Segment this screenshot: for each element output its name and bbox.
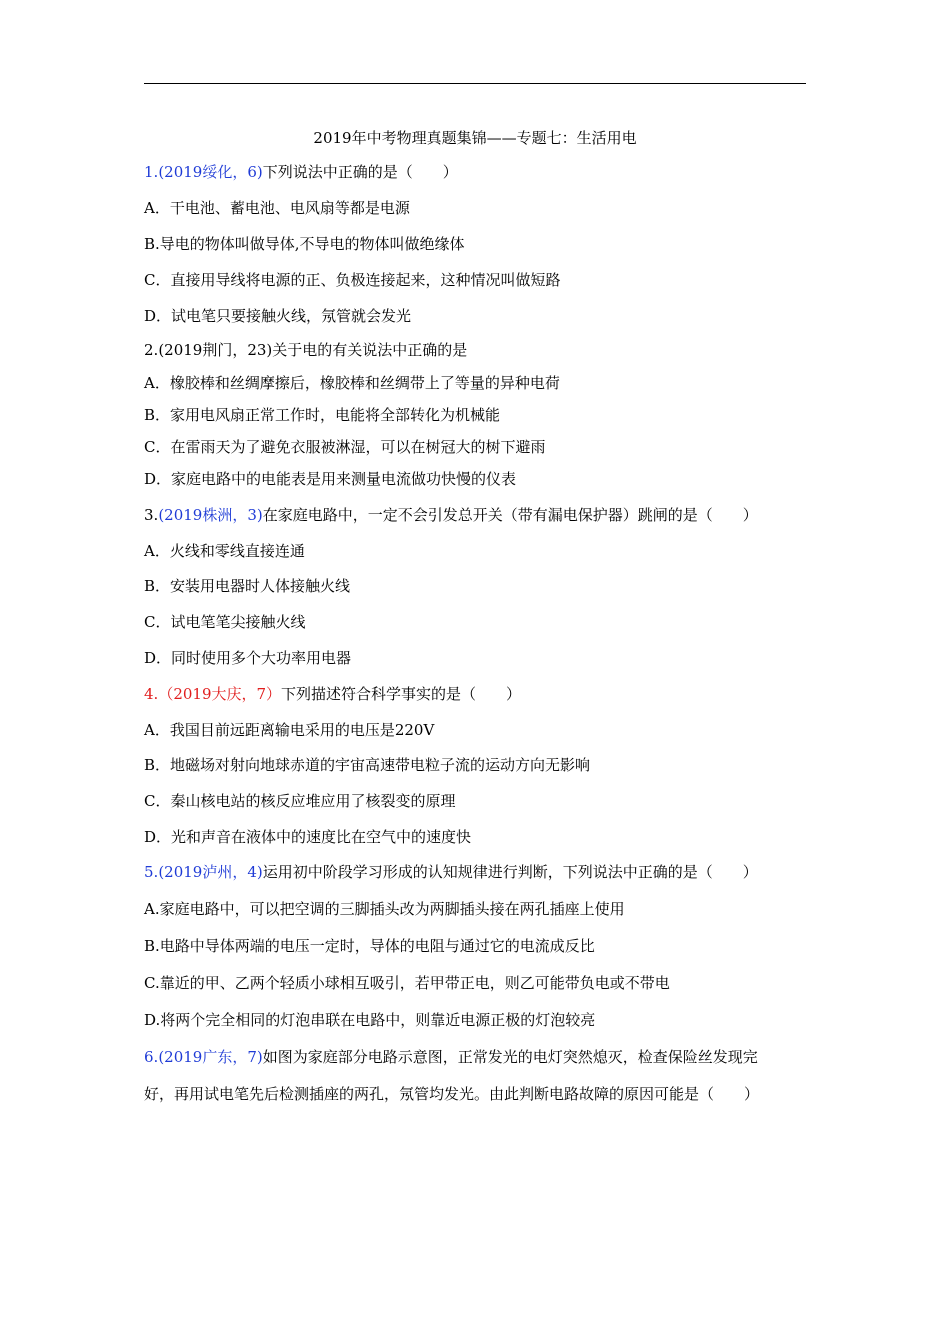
question-6-stem-line [144,1045,814,1069]
question-1-option-a: A．干电池、蓄电池、电风扇等都是电源 [144,199,410,217]
question-stem: 下列说法中正确的是（ ） [262,163,458,181]
question-5-option-b: B.电路中导体两端的电压一定时，导体的电阻与通过它的电流成反比 [144,937,595,955]
question-2-option-d: D．家庭电路中的电能表是用来测量电流做功快慢的仪表 [144,470,517,488]
question-4-stem-line [144,682,814,706]
question-stem: 如图为家庭部分电路示意图，正常发光的电灯突然熄灭，检查保险丝发现完 [262,1048,758,1066]
question-2-option-b: B．家用电风扇正常工作时，电能将全部转化为机械能 [144,406,501,424]
question-2-option-a: A．橡胶棒和丝绸摩擦后，橡胶棒和丝绸带上了等量的异种电荷 [144,374,560,392]
question-1-stem-line [144,160,814,184]
question-4-option-d: D．光和声音在液体中的速度比在空气中的速度快 [144,828,472,846]
question-stem: 下列描述符合科学事实的是（ ） [281,685,522,703]
question-number: 1. [144,163,159,181]
question-number: 3. [144,506,159,524]
question-source: （2019大庆，7） [158,685,282,703]
question-1-option-b: B.导电的物体叫做导体,不导电的物体叫做绝缘体 [144,235,465,253]
question-stem: 运用初中阶段学习形成的认知规律进行判断，下列说法中正确的是（ ） [262,863,758,881]
question-3-option-a: A．火线和零线直接连通 [144,542,305,560]
question-5-stem-line [144,860,814,884]
question-3-stem-line [144,503,814,527]
question-source: (2019荆门，23) [158,341,273,359]
document-title: 2019年中考物理真题集锦——专题七：生活用电 [313,129,637,147]
question-stem: 关于电的有关说法中正确的是 [272,341,468,359]
question-5-option-c: C.靠近的甲、乙两个轻质小球相互吸引，若甲带正电，则乙可能带负电或不带电 [144,974,670,992]
question-4-option-b: B．地磁场对射向地球赤道的宇宙高速带电粒子流的运动方向无影响 [144,756,591,774]
question-5-option-d: D.将两个完全相同的灯泡串联在电路中，则靠近电源正极的灯泡较亮 [144,1011,596,1029]
question-4-option-a: A．我国目前远距离输电采用的电压是220V [144,721,435,739]
question-source: (2019绥化，6) [158,163,263,181]
question-stem: 在家庭电路中，一定不会引发总开关（带有漏电保护器）跳闸的是（ ） [262,506,758,524]
question-2-option-c: C．在雷雨天为了避免衣服被淋湿，可以在树冠大的树下避雨 [144,438,546,456]
question-number: 5. [144,863,159,881]
question-number: 6. [144,1048,159,1066]
question-3-option-c: C．试电笔笔尖接触火线 [144,613,306,631]
question-3-option-d: D．同时使用多个大功率用电器 [144,649,352,667]
question-2-stem-line [144,338,814,362]
question-6-stem-continuation: 好，再用试电笔先后检测插座的两孔，氖管均发光。由此判断电路故障的原因可能是（ ） [144,1085,760,1103]
question-source: (2019泸州，4) [158,863,263,881]
question-3-option-b: B．安装用电器时人体接触火线 [144,577,351,595]
question-number: 2. [144,341,159,359]
question-number: 4. [144,685,159,703]
header-rule [144,83,806,84]
question-4-option-c: C．秦山核电站的核反应堆应用了核裂变的原理 [144,792,456,810]
question-1-option-d: D．试电笔只要接触火线，氖管就会发光 [144,307,412,325]
question-source: (2019广东，7) [158,1048,263,1066]
question-1-option-c: C．直接用导线将电源的正、负极连接起来，这种情况叫做短路 [144,271,561,289]
question-source: (2019株洲，3) [158,506,263,524]
question-5-option-a: A.家庭电路中，可以把空调的三脚插头改为两脚插头接在两孔插座上使用 [144,900,625,918]
